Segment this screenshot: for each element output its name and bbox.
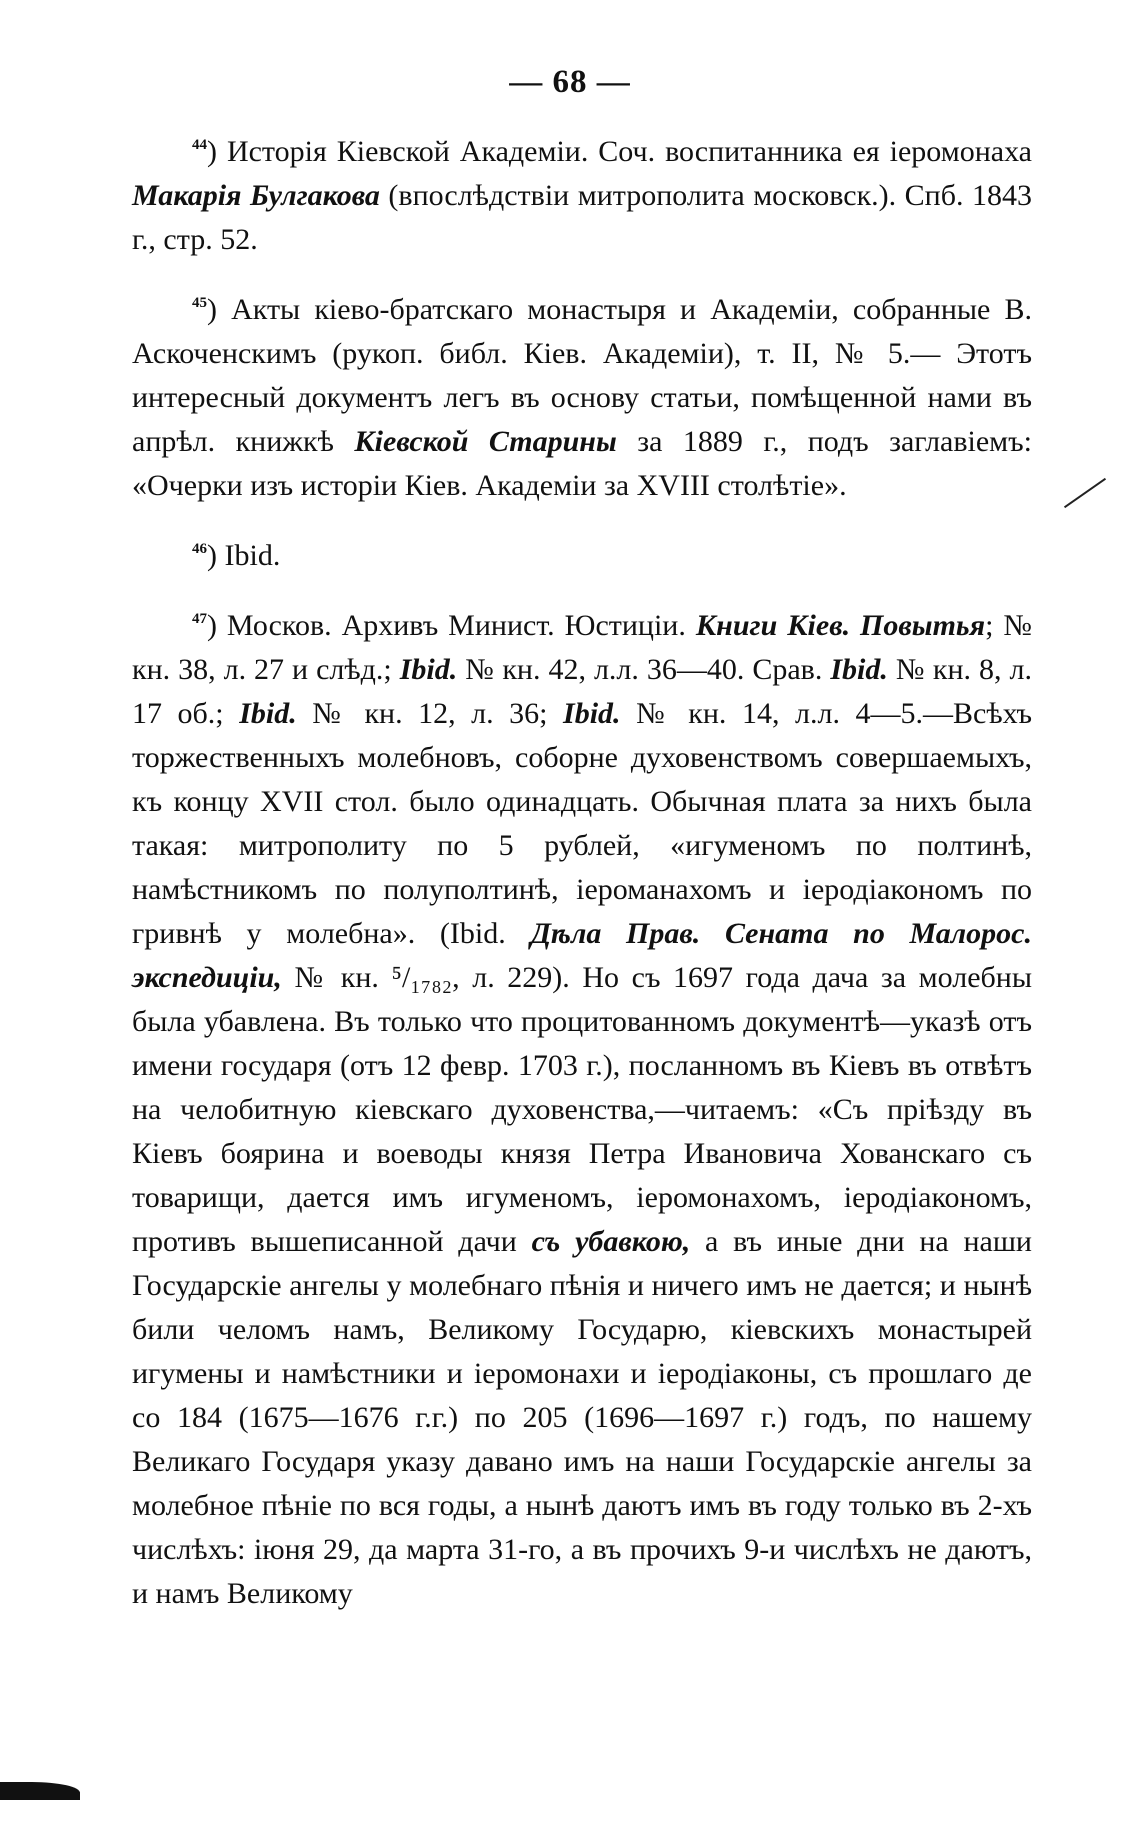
- page-edge-mark: [0, 1782, 80, 1800]
- footnote-46: [132, 534, 1032, 578]
- footnote-italic-text: съ убавкою,: [531, 1225, 691, 1258]
- footnote-44: [132, 130, 1032, 262]
- footnote-italic-text: Ibid.: [399, 653, 458, 686]
- footnote-text: № кн. ⁵/₁₇₈₂, л. 229). Но съ 1697 года дача за молебны была убавлена. Въ только что процитованномъ документѣ—указѣ отъ имени государя (отъ 12 февр. 1703 г.), посланномъ въ Кіевъ въ отвѣтъ на челобитную кіевскаго духовенства,—читаемъ: «Съ пріѣзду въ Кіевъ боярина и воеводы князя Петра Ивановича Хованскаго съ товарищи, дается имъ игуменомъ, іеромонахомъ, іеродіакономъ, противъ вышеписанной дачи: [132, 961, 1032, 1258]
- footnote-text: а въ иные дни на наши Государскіе ангелы у молебнаго пѣнія и ничего имъ не дается; и нынѣ били челомъ намъ, Великому Государю, кіевскихъ монастырей игумены и намѣстники и іеромонахи и іеродіаконы, съ прошлаго де со 184 (1675—1676 г.г.) по 205 (1696—1697 г.) годъ, по нашему Великаго Государя указу давано имъ на наши Государскіе ангелы за молебное пѣніе по вся годы, а нынѣ даютъ имъ въ году только въ 2-хъ числѣхъ: іюня 29, да марта 31-го, а въ прочихъ 9-и числѣхъ не даютъ, и намъ Великому: [132, 1225, 1032, 1610]
- footnote-text: ) Москов. Архивъ Минист. Юстиціи.: [207, 609, 696, 642]
- footnote-italic-text: Ibid.: [239, 697, 297, 730]
- footnote-marker: 44: [192, 137, 207, 153]
- footnote-italic-text: Ibid.: [563, 697, 621, 730]
- footnote-text: за 1889 г., подъ заглавіемъ: «Очерки изъ исторіи Кіев. Академіи за XVIII столѣтіе».: [132, 425, 1033, 502]
- footnote-text: ) Акты кіево-братскаго монастыря и Академіи, собранные В. Аскоченскимъ (рукоп. библ. Кіев. Академіи), т. II, № 5.— Этотъ интересный документъ легъ въ основу статьи, помѣщенной нами въ aпрѣл. книжкѣ: [132, 293, 1032, 458]
- footnote-text: № кн. 8, л. 17 об.;: [132, 653, 1032, 730]
- footnote-text: (впослѣдствіи митрополита московск.). Спб. 1843 г., стр. 52.: [132, 179, 1032, 256]
- footnote-text: № кн. 12, л. 36;: [296, 697, 564, 730]
- footnote-text: ; № кн. 38, л. 27 и слѣд.;: [132, 609, 1032, 686]
- page-number: — 68 —: [509, 64, 631, 100]
- footnote-text: № кн. 14, л.л. 4—5.—Всѣхъ торжественныхъ молебновъ, соборне духовенствомъ совершаемыхъ, къ концу XVII стол. было одинадцать. Обычная плата за нихъ была такая: митрополиту по 5 рублей, «игуменомъ по полтинѣ, намѣстникомъ по полуполтинѣ, іероманахомъ и іеродіакономъ по гривнѣ у молебна». (Ibid.: [132, 697, 1032, 950]
- footnote-marker: 47: [192, 611, 207, 627]
- footnote-italic-text: Кіевской Старины: [354, 425, 617, 458]
- footnote-italic-text: Дѣла Прав. Сената по Малорос. экспедиціи,: [132, 917, 1032, 994]
- margin-pencil-mark: [1064, 478, 1106, 508]
- footnote-47: [132, 604, 1032, 1616]
- footnote-marker: 45: [192, 295, 207, 311]
- footnote-text: ) Ibid.: [207, 539, 281, 572]
- footnote-italic-text: Макарія Булгакова: [132, 179, 380, 212]
- footnote-45: [132, 288, 1032, 508]
- footnote-italic-text: Книги Кіев. Повытья: [695, 609, 986, 642]
- footnotes: [132, 130, 1032, 1642]
- footnote-italic-text: Ibid.: [830, 653, 888, 686]
- footnote-marker: 46: [192, 541, 207, 557]
- footnote-text: ) Исторія Кіевской Академіи. Соч. воспитанника ея іеромонаха: [207, 135, 1032, 168]
- footnote-text: № кн. 42, л.л. 36—40. Срав.: [457, 653, 831, 686]
